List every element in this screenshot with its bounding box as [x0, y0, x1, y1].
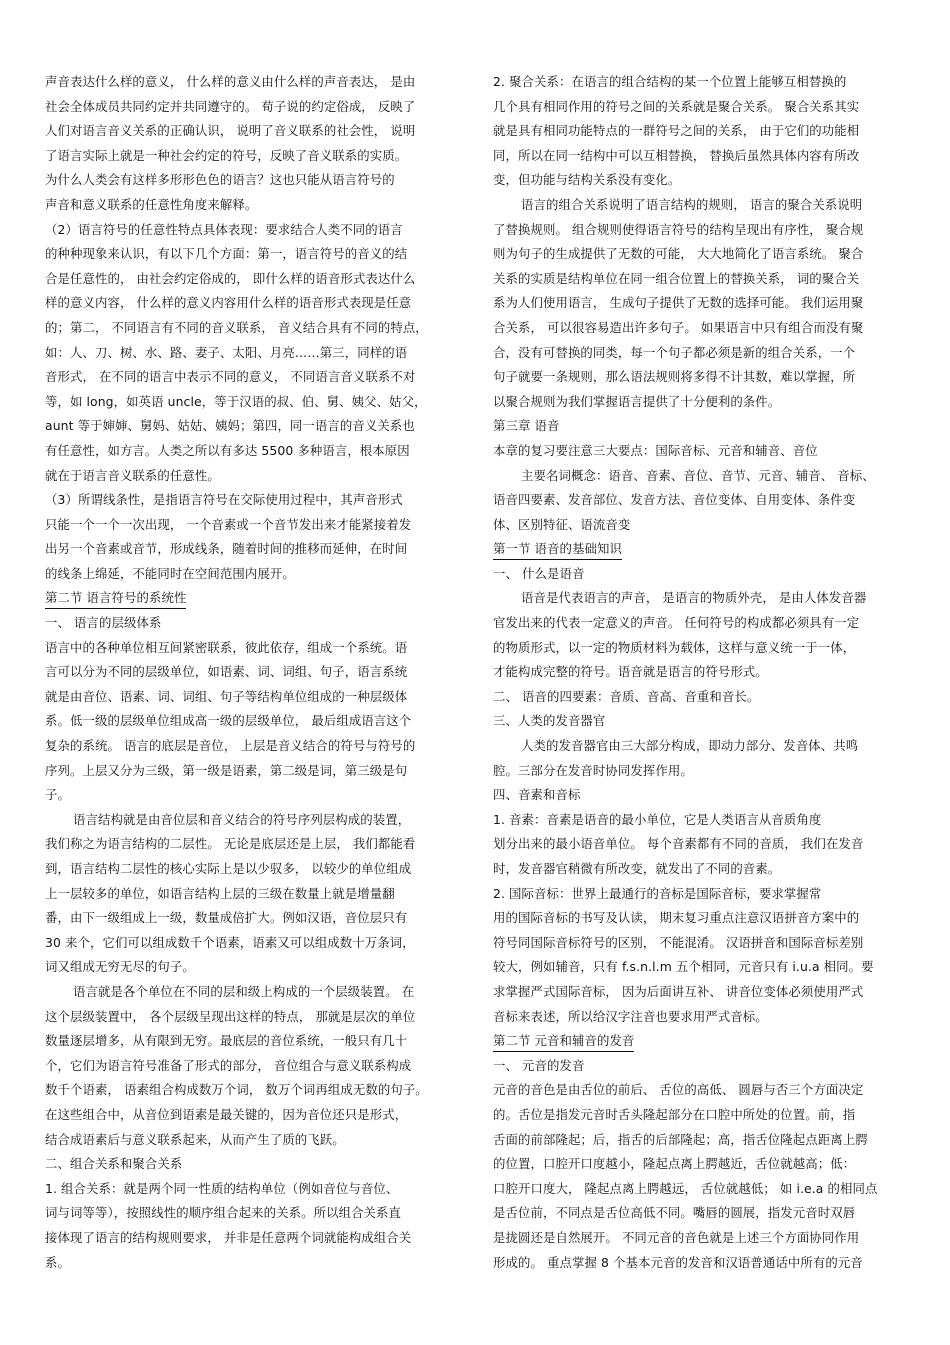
text-line: [45, 1054, 460, 1079]
section-heading: 第二节 元音和辅音的发音: [493, 1031, 634, 1052]
line-text: 舌面的前部隆起；后，指舌的后部隆起；高，指舌位隆起点距离上腭: [493, 1131, 868, 1147]
text-line: [45, 439, 460, 464]
line-text: 子。: [45, 787, 70, 803]
line-text: 词与词等等），按照线性的顺序组合起来的关系。所以组合关系直: [45, 1205, 402, 1221]
line-text: 则为句子的生成提供了无数的可能， 大大地简化了语言系统。 聚合: [493, 246, 864, 262]
text-line: [45, 759, 460, 784]
section-heading: 第一节 语音的基础知识: [493, 539, 622, 560]
line-text: 四、音素和音标: [493, 787, 581, 803]
line-text: 才能构成完整的符号。语音就是语言的符号形式。: [493, 664, 768, 680]
text-line: [45, 218, 460, 243]
text-line: [493, 759, 905, 784]
text-line: [45, 119, 460, 144]
text-line: [493, 734, 905, 759]
text-line: [493, 980, 905, 1005]
text-line: [45, 611, 460, 636]
line-text: 一、 什么是语音: [493, 565, 585, 581]
text-line: [45, 1177, 460, 1202]
text-line: [493, 906, 905, 931]
text-line: [45, 1029, 460, 1054]
line-text: 到，语言结构二层性的核心实际上是以少驭多， 以较少的单位组成: [45, 861, 412, 876]
text-line: [493, 144, 905, 169]
text-line: [45, 685, 460, 710]
line-text: 系为人们使用语言， 生成句子提供了无数的选择可能。 我们运用聚: [493, 295, 864, 311]
line-text: 三、人类的发音器官: [493, 713, 606, 729]
text-line: [493, 488, 905, 513]
line-text: 合是任意性的， 由社会约定俗成的， 即什么样的语音形式表达什么: [45, 270, 416, 286]
text-line: [493, 242, 905, 267]
line-text: 就在于语言音义联系的任意性。: [45, 467, 220, 483]
text-line: [45, 1128, 460, 1153]
line-text: 1. 组合关系：就是两个同一性质的结构单位（例如音位与音位、: [45, 1180, 399, 1196]
line-text: 就是由音位、语素、词、词组、句子等结构单位组成的一种层级体: [45, 688, 408, 704]
text-line: [45, 341, 460, 366]
line-text: 腔。三部分在发音时协同发挥作用。: [493, 762, 693, 778]
text-line: [493, 193, 905, 218]
text-line: [493, 513, 905, 538]
text-line: [493, 1054, 905, 1079]
line-text: 同，所以在同一结构中可以互相替换， 替换后虽然具体内容有所改: [493, 147, 860, 163]
text-line: [493, 1103, 905, 1128]
line-text: 为什么人类会有这样多形形色色的语言？这也只能从语言符号的: [45, 172, 395, 188]
text-line: [493, 341, 905, 366]
line-text: 合关系， 可以很容易造出许多句子。 如果语言中只有组合而没有聚: [493, 319, 864, 335]
text-line: [493, 464, 905, 489]
text-line: [45, 636, 460, 661]
left-text-column: [45, 70, 460, 1275]
text-line: [493, 660, 905, 685]
line-text: 语言中的各种单位相互间紧密联系，彼此依存，组成一个系统。语: [45, 639, 408, 655]
text-line: [493, 685, 905, 710]
text-line: [493, 1201, 905, 1226]
text-line: [493, 316, 905, 341]
line-text: 划分出来的最小语音单位。 每个音素都有不同的音质， 我们在发音: [493, 836, 864, 852]
line-text: 几个具有相同作用的符号之间的关系就是聚合关系。 聚合关系其实: [493, 98, 860, 114]
line-text: 形成的。 重点掌握 8 个基本元音的发音和汉语普通话中所有的元音: [493, 1254, 863, 1270]
line-text: 是舌位前，不同点是舌位高低不同。嘴唇的圆展，指发元音时双唇: [493, 1205, 856, 1221]
text-line: [493, 586, 905, 611]
line-text: 的。舌位是指发元音时舌头隆起部分在口腔中所处的位置。前，指: [493, 1106, 856, 1122]
text-line: [45, 1078, 460, 1103]
line-text: 变，但功能与结构关系没有变化。: [493, 172, 681, 188]
text-line: [493, 168, 905, 193]
text-line: [45, 783, 460, 808]
line-text: 语言的组合关系说明了语言结构的规则， 语言的聚合关系说明: [521, 196, 863, 212]
text-line: [45, 242, 460, 267]
line-text: 音标来表述，所以给汉字注音也要求用严式音标。: [493, 1008, 768, 1024]
line-text: （3）所谓线条性，是指语言符号在交际使用过程中，其声音形式: [45, 492, 403, 508]
text-line: [45, 832, 460, 857]
line-text: 接体现了语言的结构规则要求， 并非是任意两个词就能构成组合关: [45, 1229, 412, 1245]
text-line: [493, 882, 905, 907]
line-text: 2. 聚合关系：在语言的组合结构的某一个位置上能够互相替换的: [493, 74, 847, 89]
line-text: 时，发音器官稍微有所改变，就发出了不同的音素。: [493, 861, 781, 876]
text-line: [45, 1152, 460, 1177]
text-line: [45, 316, 460, 341]
line-text: 只能一个一个一次出现， 一个音素或一个音节发出来才能紧接着发: [45, 516, 412, 532]
text-line: [493, 808, 905, 833]
line-text: 语音是代表语言的声音， 是语言的物质外壳， 是由人体发音器: [521, 590, 867, 606]
line-text: 第三章 语音: [493, 418, 560, 434]
text-line: [493, 537, 905, 562]
text-line: [493, 1251, 905, 1276]
text-line: [493, 414, 905, 439]
text-line: [493, 1078, 905, 1103]
text-line: [45, 906, 460, 931]
line-text: 如：人、刀、树、水、路、妻子、太阳、月亮……第三，同样的语: [45, 344, 408, 360]
text-line: [45, 70, 460, 95]
text-line: [493, 1152, 905, 1177]
text-line: [493, 70, 905, 95]
line-text: 系。低一级的层级单位组成高一级的层级单位， 最后组成语言这个: [45, 713, 412, 729]
line-text: 较大，例如辅音，只有 f.s.n.l.m 五个相同，元音只有 i.u.a 相同。要: [493, 959, 874, 975]
text-line: [45, 95, 460, 120]
line-text: 在这些组合中，从音位到语素是最关键的，因为音位还只是形式，: [45, 1106, 408, 1122]
text-line: [493, 365, 905, 390]
text-line: [493, 931, 905, 956]
line-text: 有任意性，如方言。人类之所以有多达 5500 多种语言，根本原因: [45, 442, 410, 458]
text-line: [493, 636, 905, 661]
text-line: [493, 119, 905, 144]
text-line: [493, 857, 905, 882]
text-line: [493, 267, 905, 292]
text-line: [493, 95, 905, 120]
text-line: [45, 464, 460, 489]
text-line: [45, 660, 460, 685]
text-line: [45, 857, 460, 882]
line-text: 的线条上绵延，不能同时在空间范围内展开。: [45, 565, 295, 581]
text-line: [45, 931, 460, 956]
line-text: 符号同国际音标符号的区别， 不能混淆。 汉语拼音和国际音标差别: [493, 934, 864, 950]
line-text: 声音和意义联系的任意性角度来解释。: [45, 196, 258, 212]
line-text: 1. 音素：音素是语音的最小单位，它是人类语言从音质角度: [493, 811, 822, 827]
text-line: [45, 168, 460, 193]
text-line: [45, 709, 460, 734]
line-text: 句子就要一条规则，那么语法规则将多得不计其数，难以掌握，所: [493, 369, 856, 385]
text-line: [493, 291, 905, 316]
text-line: [45, 390, 460, 415]
line-text: 本章的复习要注意三大要点：国际音标、元音和辅音、音位: [493, 442, 818, 458]
text-line: [45, 414, 460, 439]
line-text: 求掌握严式国际音标， 因为后面讲互补、 讲音位变体必须使用严式: [493, 983, 864, 999]
line-text: 关系的实质是结构单位在同一组合位置上的替换关系， 词的聚合关: [493, 270, 860, 286]
line-text: 了语言实际上就是一种社会约定的符号，反映了音义联系的实质。: [45, 147, 408, 163]
text-line: [493, 955, 905, 980]
line-text: 主要名词概念：语音、音素、音位、音节、元音、辅音、 音标、: [521, 467, 875, 483]
text-line: [493, 1128, 905, 1153]
line-text: 语音四要素、发音部位、发音方法、音位变体、自用变体、条件变: [493, 492, 856, 508]
line-text: 音形式， 在不同的语言中表示不同的意义， 不同语言音义联系不对: [45, 369, 416, 385]
line-text: 口腔开口度大， 隆起点离上腭越远， 舌位就越低； 如 i.e.a 的相同点: [493, 1180, 878, 1196]
text-line: [493, 783, 905, 808]
line-text: 体、区别特征、语流音变: [493, 516, 631, 532]
text-line: [45, 955, 460, 980]
text-line: [45, 1103, 460, 1128]
text-line: [45, 488, 460, 513]
text-line: [45, 1251, 460, 1276]
line-text: 社会全体成员共同约定并共同遵守的。 荀子说的约定俗成， 反映了: [45, 98, 416, 114]
text-line: [45, 1226, 460, 1251]
line-text: 序列。上层又分为三级，第一级是语素，第二级是词，第三级是句: [45, 762, 408, 778]
text-line: [45, 1005, 460, 1030]
line-text: 结合成语素后与意义联系起来，从而产生了质的飞跃。: [45, 1131, 345, 1147]
line-text: 合，没有可替换的同类，每一个句子都必须是新的组合关系，一个: [493, 344, 856, 360]
text-line: [493, 1177, 905, 1202]
text-line: [45, 562, 460, 587]
line-text: 数量逐层增多，从有限到无穷。最底层的音位系统，一般只有几十: [45, 1033, 408, 1049]
right-text-column: [493, 70, 905, 1275]
line-text: 系。: [45, 1254, 70, 1270]
text-line: [45, 291, 460, 316]
text-line: [45, 734, 460, 759]
line-text: 的种种现象来认识，有以下几个方面：第一，语言符号的音义的结: [45, 246, 408, 262]
text-line: [493, 439, 905, 464]
text-line: [45, 537, 460, 562]
text-line: [45, 144, 460, 169]
line-text: 以聚合规则为我们掌握语言提供了十分便利的条件。: [493, 393, 781, 409]
line-text: 这个层级装置中， 各个层级呈现出这样的特点， 那就是层次的单位: [45, 1008, 416, 1024]
line-text: 复杂的系统。 语言的底层是音位， 上层是音义结合的符号与符号的: [45, 738, 416, 754]
line-text: 二、组合关系和聚合关系: [45, 1156, 183, 1172]
text-line: [493, 218, 905, 243]
line-text: 用的国际音标的书写及认读， 期末复习重点注意汉语拼音方案中的: [493, 910, 860, 926]
text-line: [45, 882, 460, 907]
text-line: [45, 1201, 460, 1226]
line-text: 元音的音色是由舌位的前后、 舌位的高低、 圆唇与否三个方面决定: [493, 1082, 864, 1098]
text-line: [45, 980, 460, 1005]
line-text: 样的意义内容， 什么样的意义内容用什么样的语音形式表现是任意: [45, 295, 412, 311]
line-text: 一、 语言的层级体系: [45, 615, 162, 631]
line-text: 人类的发音器官由三大部分构成，即动力部分、发音体、共鸣: [521, 738, 859, 754]
line-text: 是拢圆还是自然展开。 不同元音的音色就是上述三个方面协同作用: [493, 1229, 860, 1245]
line-text: 语言就是各个单位在不同的层和级上构成的一个层级装置。 在: [73, 983, 415, 999]
text-line: [493, 562, 905, 587]
section-heading: 第二节 语言符号的系统性: [45, 588, 186, 609]
text-line: [493, 832, 905, 857]
text-line: [45, 267, 460, 292]
line-text: （2）语言符号的任意性特点具体表现：要求结合人类不同的语言: [45, 221, 403, 237]
line-text: 的；第二， 不同语言有不同的音义联系， 音义结合具有不同的特点，: [45, 319, 428, 335]
line-text: 声音表达什么样的意义， 什么样的意义由什么样的声音表达， 是由: [45, 74, 416, 89]
line-text: 官发出来的代表一定意义的声音。 任何符号的构成都必须具有一定: [493, 615, 860, 631]
line-text: 词又组成无穷无尽的句子。: [45, 959, 195, 975]
line-text: aunt 等于婶婶、舅妈、姑姑、姨妈；第四，同一语言的音义关系也: [45, 418, 415, 434]
line-text: 一、 元音的发音: [493, 1057, 585, 1073]
text-line: [493, 1029, 905, 1054]
line-text: 番，由下一级组成上一级，数量成倍扩大。例如汉语，音位层只有: [45, 910, 408, 926]
line-text: 等，如 long，如英语 uncle，等于汉语的叔、伯、舅、姨父、姑父，: [45, 393, 427, 409]
line-text: 就是具有相同功能特点的一群符号之间的关系， 由于它们的功能相: [493, 123, 860, 139]
text-line: [493, 709, 905, 734]
line-text: 二、 语音的四要素：音质、音高、音重和音长。: [493, 688, 760, 704]
line-text: 数千个语素， 语素组合构成数万个词， 数万个词再组成无数的句子。: [45, 1082, 428, 1098]
line-text: 出另一个音素或音节，形成线条，随着时间的推移而延伸，在时间: [45, 541, 408, 557]
text-line: [45, 365, 460, 390]
text-line: [493, 1005, 905, 1030]
line-text: 我们称之为语言结构的二层性。 无论是底层还是上层， 我们都能看: [45, 836, 416, 852]
line-text: 30 来个，它们可以组成数千个语素，语素又可以组成数十万条词，: [45, 934, 415, 950]
text-line: [45, 586, 460, 611]
text-line: [45, 513, 460, 538]
text-line: [493, 390, 905, 415]
line-text: 人们对语言音义关系的正确认识， 说明了音义联系的社会性， 说明: [45, 123, 416, 139]
line-text: 的位置，口腔开口度越小，隆起点离上腭越近，舌位就越高；低：: [493, 1156, 856, 1172]
line-text: 的物质形式，以一定的物质材料为载体，这样与意义统一于一体，: [493, 639, 856, 655]
text-line: [493, 1226, 905, 1251]
line-text: 语言结构就是由音位层和音义结合的符号序列层构成的装置，: [73, 811, 411, 827]
line-text: 言可以分为不同的层级单位，如语素、词、词组、句子，语言系统: [45, 664, 408, 680]
line-text: 上一层较多的单位，如语言结构上层的三级在数量上就是增量翻: [45, 885, 395, 901]
line-text: 了替换规则。 组合规则使得语言符号的结构呈现出有序性， 聚合规: [493, 221, 864, 237]
line-text: 2. 国际音标：世界上最通行的音标是国际音标，要求掌握常: [493, 885, 822, 901]
text-line: [45, 193, 460, 218]
text-line: [45, 808, 460, 833]
text-line: [493, 611, 905, 636]
line-text: 个，它们为语言符号准备了形式的部分， 音位组合与意义联系构成: [45, 1057, 412, 1073]
